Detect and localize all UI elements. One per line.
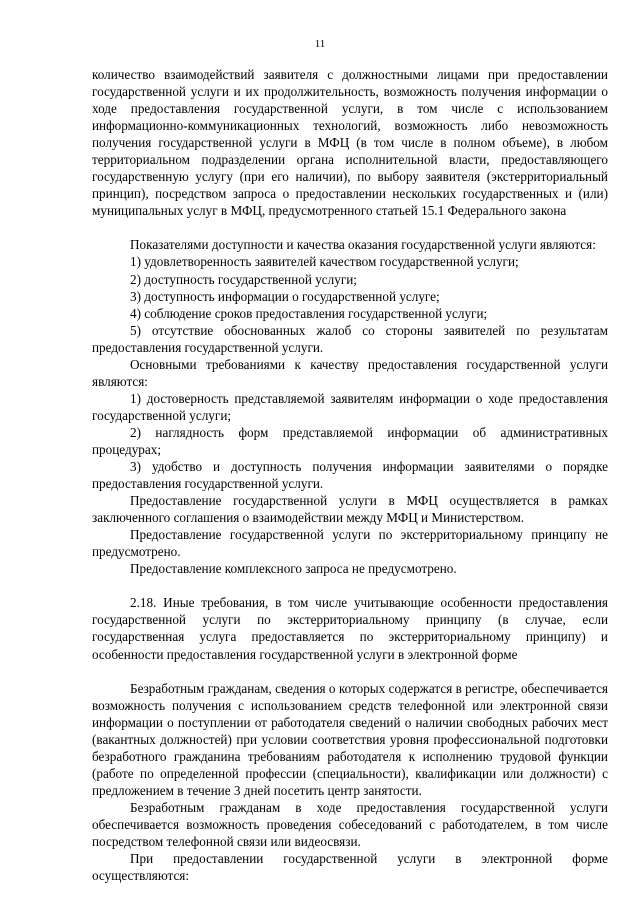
page-number: 11 (314, 38, 326, 50)
list-item: 5) отсутствие обоснованных жалоб со стороны заявителей по результатам предоставления государственной услуги. (92, 322, 608, 355)
list-item: 1) удовлетворенность заявителей качеством государственной услуги; (130, 254, 519, 270)
list-item: 3) удобство и доступность получения информации заявителями о порядке предоставления государственной услуги. (92, 459, 608, 492)
paragraph-gap (92, 219, 608, 236)
paragraph-gap (92, 663, 608, 680)
list-item: 3) доступность информации о государственной услуге; (130, 288, 440, 304)
list-item: 2) наглядность форм представляемой информации об административных процедурах; (92, 424, 608, 457)
paragraph: Предоставление государственной услуги в МФЦ осуществляется в рамках заключенного соглашения о взаимодействии между МФЦ и Министерством. (92, 493, 608, 526)
paragraph: Основными требованиями к качеству предоставления государственной услуги являются: (92, 356, 608, 389)
paragraph: Предоставление комплексного запроса не предусмотрено. (130, 561, 457, 577)
paragraph-gap (92, 577, 608, 594)
list-item: 4) соблюдение сроков предоставления государственной услуги; (130, 305, 488, 321)
document-body (92, 66, 608, 884)
section-heading: 2.18. Иные требования, в том числе учитывающие особенности предоставления государственной услуги по экстерриториальному принципу (в случае, если государственная услуга предоставляется по экстерриториальному принципу) и особенности предоставления государственной услуги в электронной форме (92, 595, 608, 662)
paragraph: При предоставлении государственной услуги в электронной форме осуществляются: (92, 851, 608, 884)
paragraph: Показателями доступности и качества оказания государственной услуги являются: (130, 237, 596, 253)
list-item: 1) достоверность представляемой заявителям информации о ходе предоставления государственной услуги; (92, 390, 608, 423)
paragraph: количество взаимодействий заявителя с должностными лицами при предоставлении государственной услуги и их продолжительность, возможность получения информации о ходе предоставления государственной услуги, в том числе с использованием информационно-коммуникационных технологий, возможность либо невозможность получения государственной услуги в МФЦ (в том числе в полном объеме), в любом территориальном подразделении органа исполнительной власти, предоставляющего государственную услугу (при его наличии), по выбору заявителя (экстерриториальный принцип), посредством запроса о предоставлении нескольких государственных и (или) муниципальных услуг в МФЦ, предусмотренного статьей 15.1 Федерального закона (92, 67, 608, 219)
paragraph: Предоставление государственной услуги по экстерриториальному принципу не предусмотрено. (92, 527, 608, 560)
paragraph: Безработным гражданам в ходе предоставления государственной услуги обеспечивается возможность проведения собеседований с работодателем, в том числе посредством телефонной связи или видеосвязи. (92, 799, 608, 849)
paragraph: Безработным гражданам, сведения о которых содержатся в регистре, обеспечивается возможность получения с использованием средств телефонной или электронной связи информации о поступлении от работодателя сведений о наличии свободных рабочих мест (вакантных должностей) при условии соответствия уровня профессиональной подготовки безработного гражданина требованиям работодателя к исполнению трудовой функции (работе по определенной профессии (специальности), квалификации или должности) с предложением в течение 3 дней посетить центр занятости. (92, 680, 608, 798)
list-item: 2) доступность государственной услуги; (130, 271, 357, 287)
